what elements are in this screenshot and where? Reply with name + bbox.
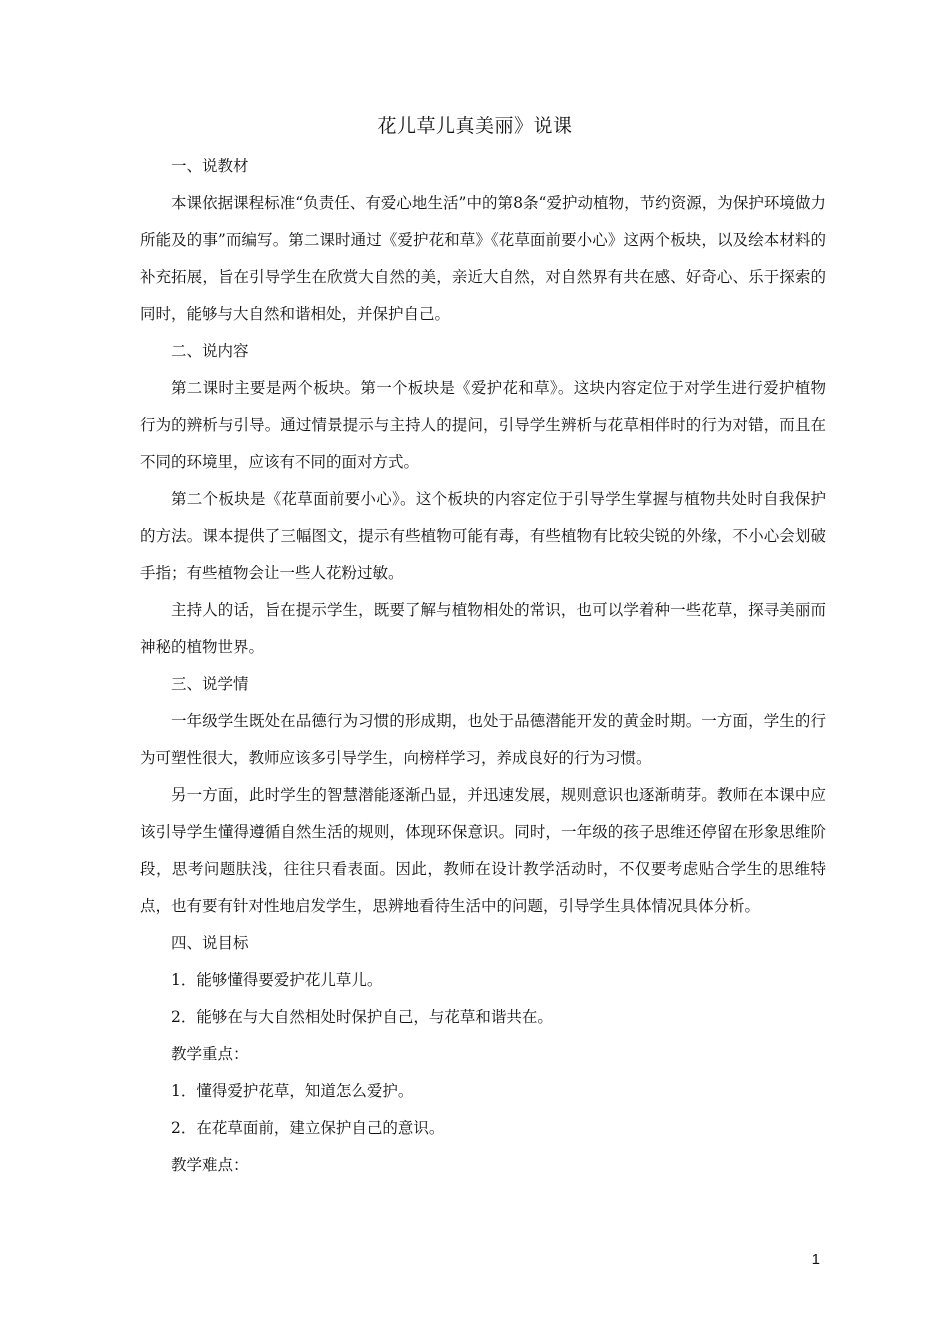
- paragraph-content-first-block: 第二课时主要是两个板块。第一个板块是《爱护花和草》。这块内容定位于对学生进行爱护植物行为的辨析与引导。通过情景提示与主持人的提问，引导学生辨析与花草相伴时的行为对错，而且在不同的环境里，应该有不同的面对方式。: [140, 379, 826, 471]
- section-heading-content: 二、说内容: [171, 342, 249, 360]
- teaching-focus-label: 教学重点：: [171, 1045, 249, 1063]
- paragraph-textbook: 本课依据课程标准“负责任、有爱心地生活”中的第8条“爱护动植物，节约资源，为保护环境做力所能及的事”而编写。第二课时通过《爱护花和草》《花草面前要小心》这两个板块，以及绘本材料的补充拓展，旨在引导学生在欣赏大自然的美，亲近大自然，对自然界有共在感、好奇心、乐于探索的同时，能够与大自然和谐相处，并保护自己。: [140, 194, 826, 323]
- section-heading-student-situation: 三、说学情: [171, 675, 249, 693]
- section-heading-goals: 四、说目标: [171, 934, 249, 952]
- section-heading-textbook: 一、说教材: [171, 157, 249, 175]
- paragraph-content-second-block: 第二个板块是《花草面前要小心》。这个板块的内容定位于引导学生掌握与植物共处时自我保护的方法。课本提供了三幅图文，提示有些植物可能有毒，有些植物有比较尖锐的外缘，不小心会划破手指；有些植物会让一些人花粉过敏。: [140, 490, 826, 582]
- goal-item-2: 2．能够在与大自然相处时保护自己，与花草和谐共在。: [171, 1008, 553, 1026]
- page-number: 1: [811, 1251, 820, 1268]
- teaching-focus-item-1: 1．懂得爱护花草，知道怎么爱护。: [171, 1082, 414, 1100]
- teaching-focus-item-2: 2．在花草面前，建立保护自己的意识。: [171, 1119, 445, 1137]
- document-body: [140, 148, 826, 1184]
- paragraph-student-situation-one: 一年级学生既处在品德行为习惯的形成期，也处于品德潜能开发的黄金时期。一方面，学生的行为可塑性很大，教师应该多引导学生，向榜样学习，养成良好的行为习惯。: [140, 712, 826, 767]
- paragraph-student-situation-two: 另一方面，此时学生的智慧潜能逐渐凸显，并迅速发展，规则意识也逐渐萌芽。教师在本课中应该引导学生懂得遵循自然生活的规则，体现环保意识。同时，一年级的孩子思维还停留在形象思维阶段，思考问题肤浅，往往只看表面。因此，教师在设计教学活动时，不仅要考虑贴合学生的思维特点，也有要有针对性地启发学生，思辨地看待生活中的问题，引导学生具体情况具体分析。: [140, 786, 826, 915]
- teaching-difficulty-label: 教学难点：: [171, 1156, 249, 1174]
- goal-item-1: 1．能够懂得要爱护花儿草儿。: [171, 971, 383, 989]
- paragraph-host-words: 主持人的话，旨在提示学生，既要了解与植物相处的常识，也可以学着种一些花草，探寻美丽而神秘的植物世界。: [140, 601, 826, 656]
- document-title: 花儿草儿真美丽》说课: [377, 115, 573, 137]
